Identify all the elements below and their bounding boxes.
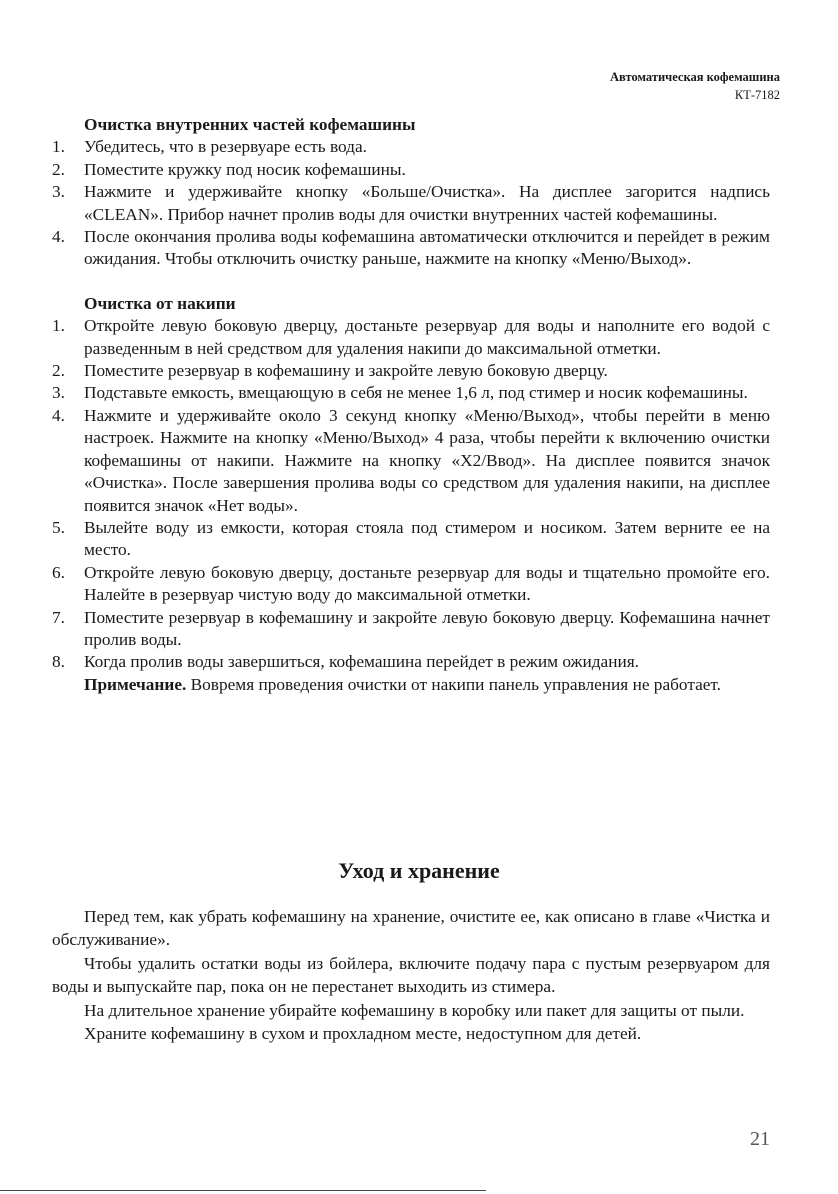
list-item xyxy=(52,651,770,673)
list-item xyxy=(52,181,770,226)
step-number: 3. xyxy=(52,182,65,202)
internal-cleaning-steps xyxy=(52,136,770,270)
descaling-title: Очистка от накипи xyxy=(84,293,236,313)
step-number: 1. xyxy=(52,137,65,157)
step-text: Нажмите и удерживайте кнопку «Больше/Очистка». На дисплее загорится надпись «CLEAN». Прибор начнет пролив воды для очистки внутренних частей кофемашины. xyxy=(84,182,770,224)
step-number: 1. xyxy=(52,316,65,336)
step-number: 5. xyxy=(52,517,65,537)
step-text: Поместите резервуар в кофемашину и закройте левую боковую дверцу. Кофемашина начнет пролив воды. xyxy=(84,607,770,649)
list-item xyxy=(52,136,770,158)
step-number: 8. xyxy=(52,652,65,672)
care-paragraph: Храните кофемашину в сухом и прохладном месте, недоступном для детей. xyxy=(84,1024,642,1044)
list-item xyxy=(52,226,770,271)
step-number: 4. xyxy=(52,227,65,247)
list-item xyxy=(52,360,770,382)
step-text: После окончания пролива воды кофемашина автоматически отключится и перейдет в режим ожидания. Чтобы отключить очистку раньше, нажмите на кнопку «Меню/Выход». xyxy=(84,227,770,269)
step-number: 2. xyxy=(52,159,65,179)
care-paragraph: На длительное хранение убирайте кофемашину в коробку или пакет для защиты от пыли. xyxy=(84,1000,745,1020)
care-storage-body xyxy=(52,905,770,1045)
internal-cleaning-title: Очистка внутренних частей кофемашины xyxy=(84,115,416,134)
step-text: Поместите кружку под носик кофемашины. xyxy=(84,159,406,179)
care-paragraph: Чтобы удалить остатки воды из бойлера, включите подачу пара с пустым резервуаром для воды и выпускайте пар, пока он не перестанет выходить из стимера. xyxy=(52,953,770,997)
bottom-divider xyxy=(0,1190,486,1191)
note-text: Вовремя проведения очистки от накипи панель управления не работает. xyxy=(186,674,722,694)
step-text: Нажмите и удерживайте около 3 секунд кнопку «Меню/Выход», чтобы перейти в меню настроек. Нажмите на кнопку «Меню/Выход» 4 раза, чтобы перейти к включению очистки кофемашины от накипи. Нажмите на кнопку «Х2/Ввод». На дисплее появится значок «Очистка». После завершения пролива воды со средством для удаления накипи, на дисплее появится значок «Нет воды». xyxy=(84,405,770,515)
descaling-steps xyxy=(52,315,770,674)
step-number: 3. xyxy=(52,383,65,403)
step-text: Когда пролив воды завершиться, кофемашина перейдет в режим ожидания. xyxy=(84,652,639,672)
list-item xyxy=(52,517,770,562)
page-number: 21 xyxy=(750,1128,770,1150)
running-header xyxy=(610,68,780,104)
cleaning-content xyxy=(52,114,770,696)
step-text: Откройте левую боковую дверцу, достаньте резервуар для воды и тщательно промойте его. Налейте в резервуар чистую воду до максимальной отметки. xyxy=(84,562,770,605)
list-item xyxy=(52,315,770,360)
list-item xyxy=(52,562,770,607)
step-number: 2. xyxy=(52,361,65,381)
section-gap xyxy=(52,271,770,293)
list-item xyxy=(52,382,770,404)
care-storage-title: Уход и хранение xyxy=(338,858,500,883)
header-product-name: Автоматическая кофемашина xyxy=(610,70,780,84)
list-item xyxy=(52,405,770,517)
step-text: Убедитесь, что в резервуаре есть вода. xyxy=(84,137,367,157)
descaling-note xyxy=(52,674,770,696)
step-text: Откройте левую боковую дверцу, достаньте резервуар для воды и наполните его водой с разведенным в ней средством для удаления накипи до максимальной отметки. xyxy=(84,316,770,358)
step-text: Поместите резервуар в кофемашину и закройте левую боковую дверцу. xyxy=(84,361,608,381)
step-number: 6. xyxy=(52,562,65,582)
header-model: КТ-7182 xyxy=(734,88,780,102)
step-number: 7. xyxy=(52,607,65,627)
step-text: Вылейте воду из емкости, которая стояла под стимером и носиком. Затем верните ее на место. xyxy=(84,517,770,560)
list-item xyxy=(52,159,770,181)
step-text: Подставьте емкость, вмещающую в себя не менее 1,6 л, под стимер и носик кофемашины. xyxy=(84,383,748,403)
list-item xyxy=(52,607,770,652)
note-label: Примечание. xyxy=(84,674,187,694)
step-number: 4. xyxy=(52,405,65,425)
care-paragraph: Перед тем, как убрать кофемашину на хранение, очистите ее, как описано в главе «Чистка и обслуживание». xyxy=(52,907,770,950)
